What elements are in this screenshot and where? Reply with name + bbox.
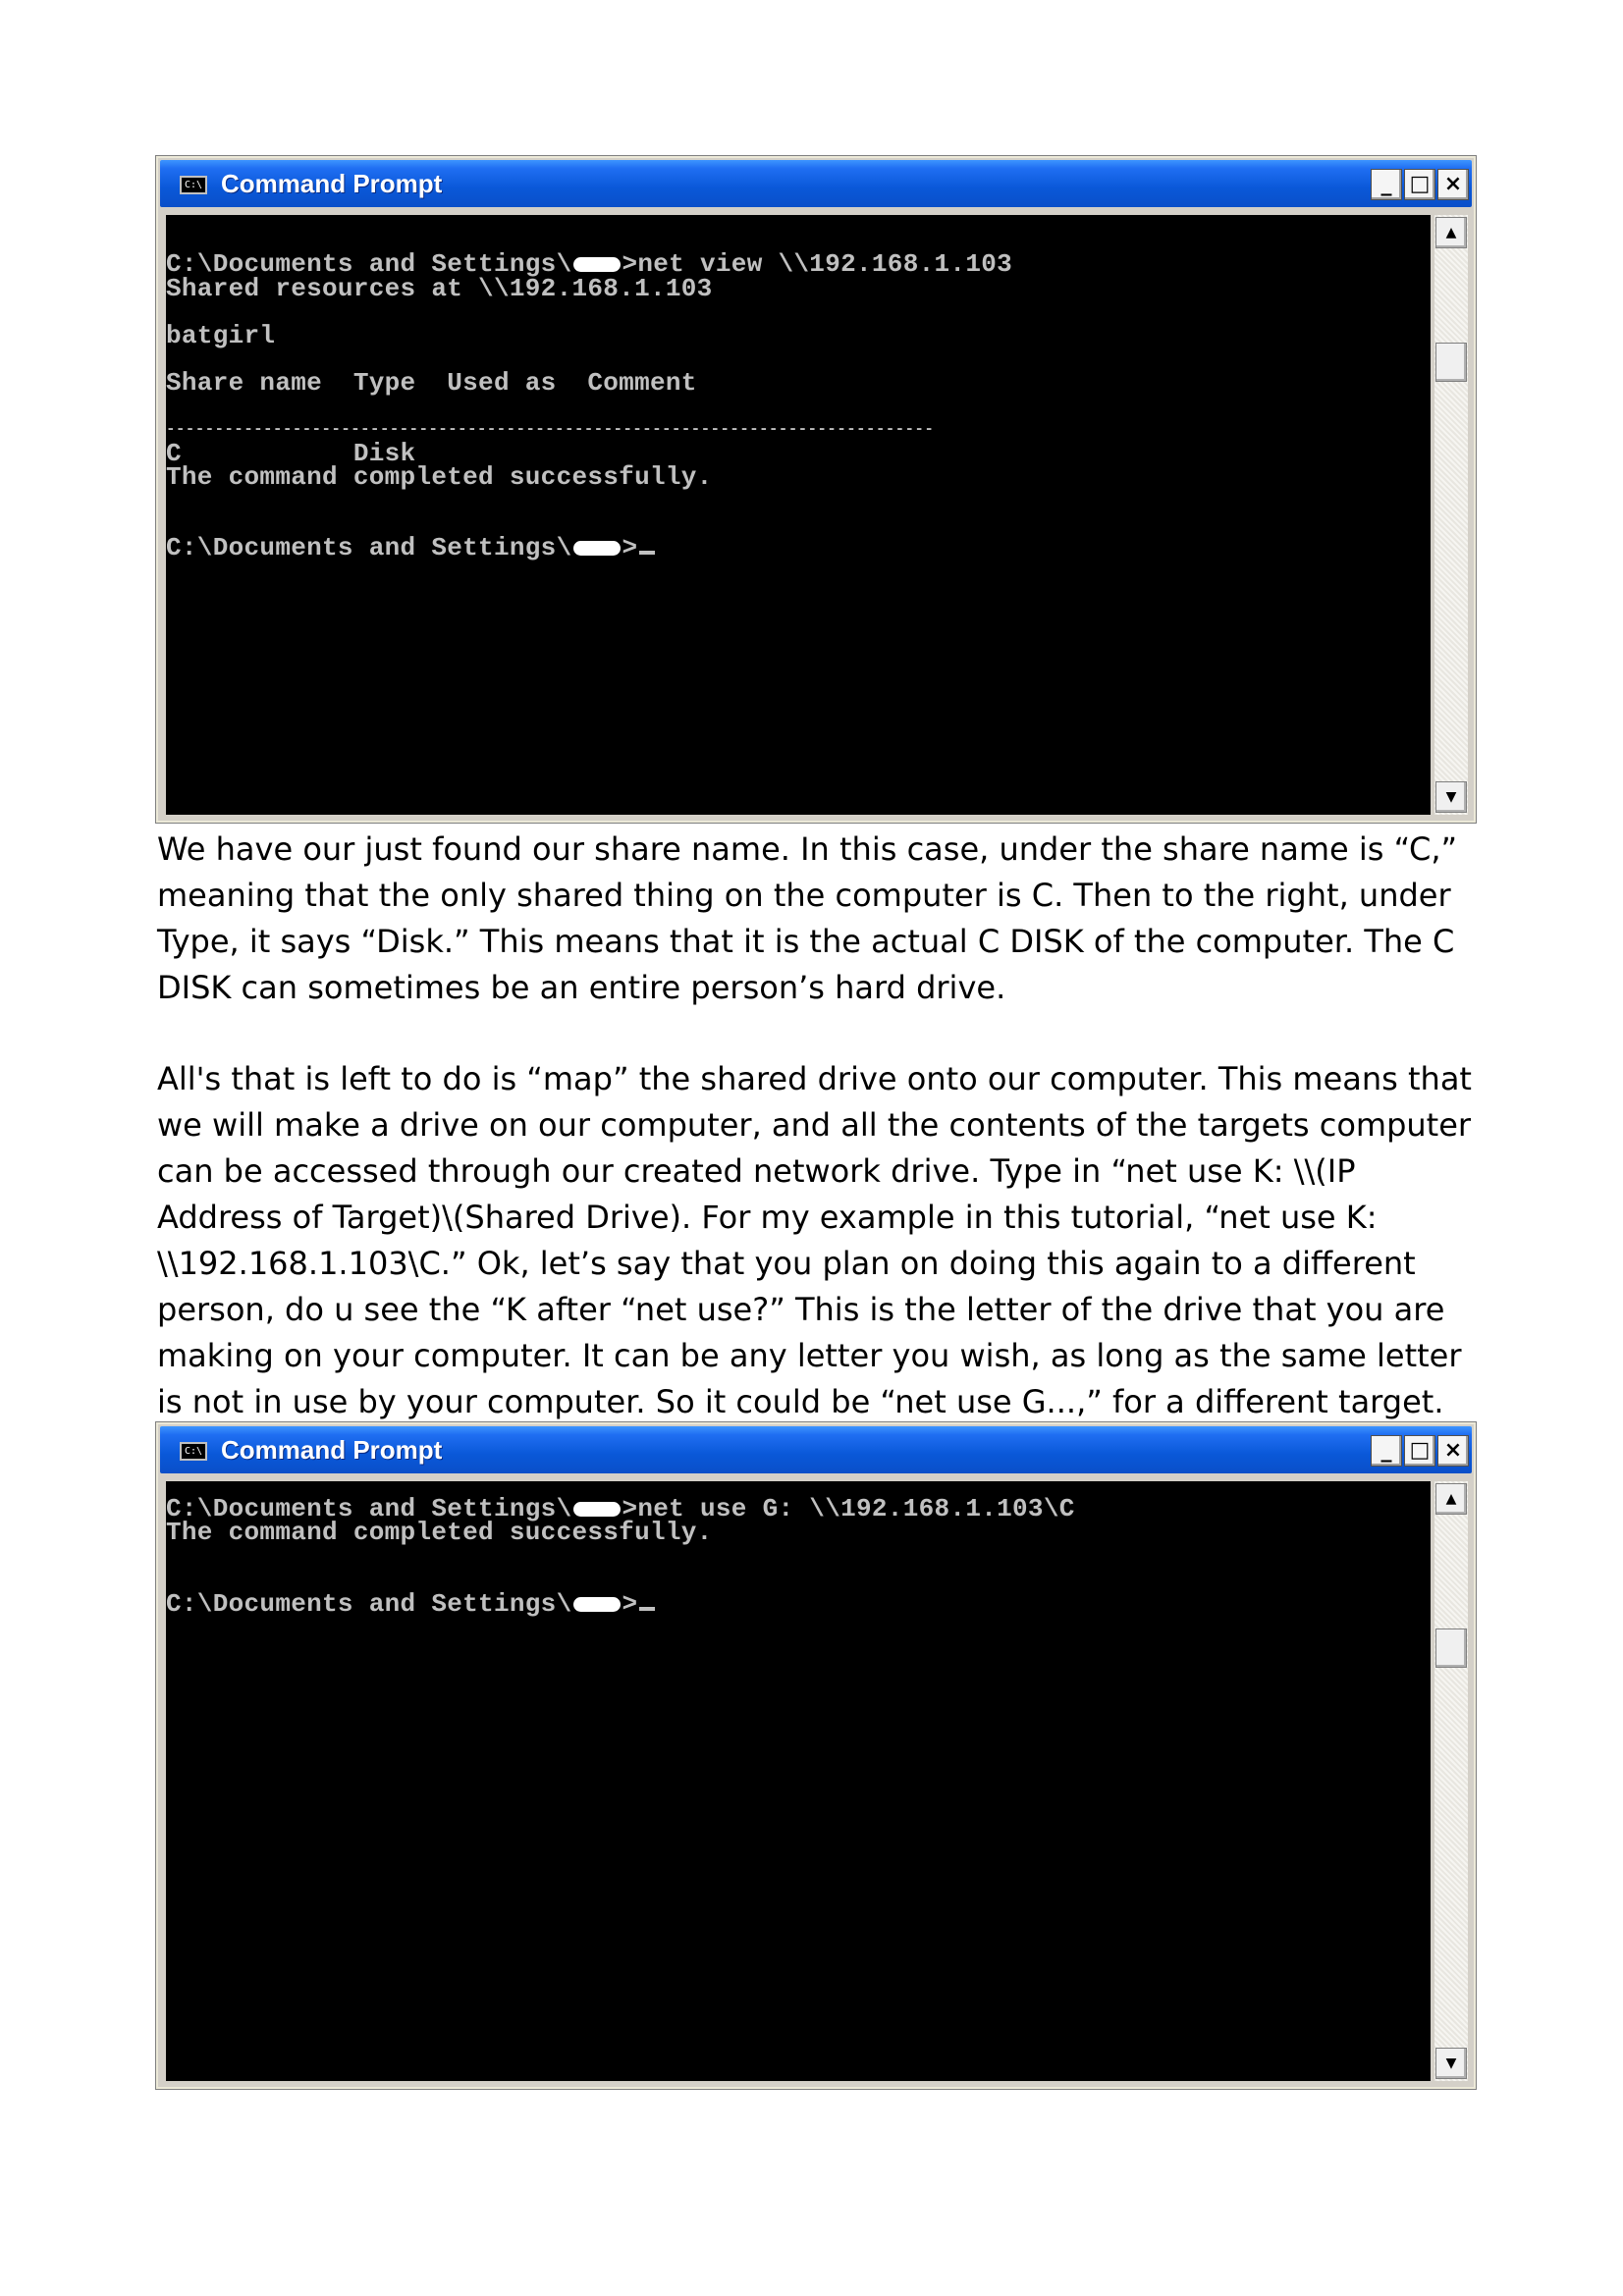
console-line: C Disk xyxy=(166,439,416,468)
prompt-path: C:\Documents and Settings\ xyxy=(166,249,572,279)
minimize-button[interactable]: _ xyxy=(1371,1435,1402,1467)
prompt-command: > xyxy=(622,533,638,562)
console-line: The command completed successfully. xyxy=(166,1518,713,1547)
console-line-prompt xyxy=(166,1589,655,1619)
close-button[interactable]: × xyxy=(1437,1435,1469,1467)
vertical-scrollbar[interactable] xyxy=(1434,1481,1468,2081)
body-paragraph: All's that is left to do is “map” the shared drive onto our computer. This means that we will make a drive on our computer, and all the contents of the targets computer can be accessed through our created network drive. Type in “net use K: \\(IP Address of Target)\(Shared Drive). For my example in this tutorial, “net use K: \\192.168.1.103\C.” Ok, let’s say that you plan on doing this again to a different person, do u see the “K after “net use?” This is the letter of the drive that you are making on your computer. It can be any letter you wish, as long as the same letter is not in use by your computer. So it could be “net use G...,” for a different target. xyxy=(157,1060,1472,1420)
minimize-button[interactable]: _ xyxy=(1371,169,1402,200)
redacted-username xyxy=(573,1597,621,1612)
command-prompt-window-2 xyxy=(155,1421,1477,2090)
scroll-thumb[interactable] xyxy=(1435,343,1467,382)
console-line-divider: ------------------------------------------------------------------------------- xyxy=(166,420,935,438)
prompt-path: C:\Documents and Settings\ xyxy=(166,1494,572,1523)
command-prompt-icon: C:\ xyxy=(180,176,207,194)
window-2-titlebar[interactable] xyxy=(160,1426,1472,1473)
console-output-2[interactable] xyxy=(166,1481,1431,2081)
redacted-username xyxy=(573,541,621,556)
window-1-title: Command Prompt xyxy=(221,169,443,198)
scroll-down-arrow-icon[interactable]: ▼ xyxy=(1435,2048,1467,2079)
window-2-title: Command Prompt xyxy=(221,1435,443,1465)
command-prompt-window-1 xyxy=(155,155,1477,824)
body-paragraph: We have our just found our share name. In this case, under the share name is “C,” meaning that the only shared thing on the computer is C. Then to the right, under Type, it says “Disk.” This means that it is the actual C DISK of the computer. The C DISK can sometimes be an entire person’s hard drive. xyxy=(157,830,1458,1006)
command-prompt-icon: C:\ xyxy=(180,1442,207,1461)
console-output-1[interactable] xyxy=(166,215,1431,815)
prompt-command: >net view \\192.168.1.103 xyxy=(622,249,1013,279)
prompt-path: C:\Documents and Settings\ xyxy=(166,1589,572,1619)
text-cursor xyxy=(639,551,655,555)
redacted-username xyxy=(573,257,621,272)
scroll-up-arrow-icon[interactable]: ▲ xyxy=(1435,217,1467,248)
console-line-prompt xyxy=(166,533,655,562)
scroll-thumb[interactable] xyxy=(1435,1629,1467,1668)
text-cursor xyxy=(639,1607,655,1611)
console-line: batgirl xyxy=(166,321,276,350)
close-button[interactable]: × xyxy=(1437,169,1469,200)
scroll-up-arrow-icon[interactable]: ▲ xyxy=(1435,1483,1467,1515)
prompt-path: C:\Documents and Settings\ xyxy=(166,533,572,562)
console-line: Shared resources at \\192.168.1.103 xyxy=(166,274,713,303)
prompt-command: > xyxy=(622,1589,638,1619)
window-1-titlebar[interactable] xyxy=(160,160,1472,207)
maximize-button[interactable]: □ xyxy=(1404,169,1435,200)
scroll-down-arrow-icon[interactable]: ▼ xyxy=(1435,781,1467,813)
vertical-scrollbar[interactable] xyxy=(1434,215,1468,815)
console-line-header: Share name Type Used as Comment xyxy=(166,368,697,398)
redacted-username xyxy=(573,1502,621,1517)
maximize-button[interactable]: □ xyxy=(1404,1435,1435,1467)
prompt-command: >net use G: \\192.168.1.103\C xyxy=(622,1494,1075,1523)
console-line: The command completed successfully. xyxy=(166,462,713,492)
